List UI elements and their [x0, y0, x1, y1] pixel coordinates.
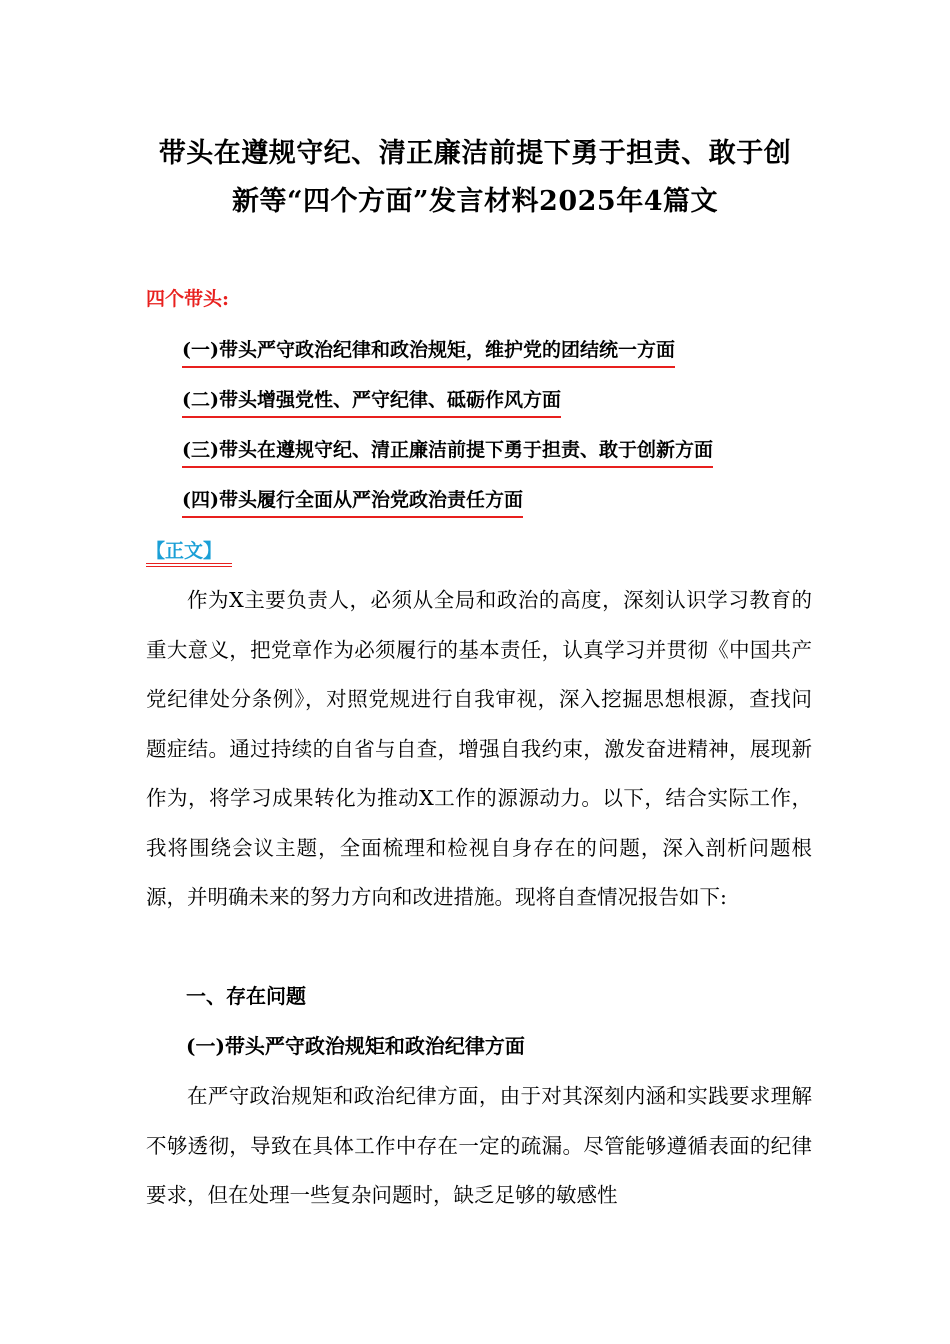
toc-item: [182, 432, 713, 482]
body-paragraph: 在严守政治规矩和政治纪律方面，由于对其深刻内涵和实践要求理解不够透彻，导致在具体工作中存在一定的疏漏。尽管能够遵循表面的纪律要求，但在处理一些复杂问题时，缺乏足够的敏感性: [146, 1084, 812, 1207]
label-underline: [146, 563, 232, 564]
label-underline: [146, 566, 232, 567]
intro-paragraph: 作为X主要负责人，必须从全局和政治的高度，深刻认识学习教育的重大意义，把党章作为必须履行的基本责任，认真学习并贯彻《中国共产党纪律处分条例》，对照党规进行自我审视，深入挖掘思想根源，查找问题症结。通过持续的自省与自查，增强自我约束，激发奋进精神，展现新作为，将学习成果转化为推动X工作的源源动力。以下，结合实际工作，我将围绕会议主题，全面梳理和检视自身存在的问题，深入剖析问题根源，并明确未来的努力方向和改进措施。现将自查情况报告如下:: [146, 588, 812, 909]
toc-item: [182, 482, 713, 532]
toc-item-text: (三)带头在遵规守纪、清正廉洁前提下勇于担责、敢于创新方面: [182, 434, 713, 468]
toc-item: [182, 332, 713, 382]
toc-item: [182, 382, 713, 432]
toc-list: [182, 332, 713, 532]
document-title: [120, 130, 830, 226]
main-text-label: 【正文】: [146, 540, 223, 562]
title-line-1: 带头在遵规守纪、清正廉洁前提下勇于担责、敢于创: [158, 138, 792, 169]
toc-item-text: (一)带头严守政治纪律和政治规矩，维护党的团结统一方面: [182, 334, 675, 368]
section-label: 四个带头:: [146, 288, 230, 310]
subheading-political-discipline: (一)带头严守政治规矩和政治纪律方面: [186, 1034, 525, 1058]
heading-problems: 一、存在问题: [186, 984, 306, 1008]
toc-item-text: (四)带头履行全面从严治党政治责任方面: [182, 484, 523, 518]
title-line-2: 新等“四个方面”发言材料2025年4篇文: [232, 186, 718, 217]
toc-item-text: (二)带头增强党性、严守纪律、砥砺作风方面: [182, 384, 561, 418]
